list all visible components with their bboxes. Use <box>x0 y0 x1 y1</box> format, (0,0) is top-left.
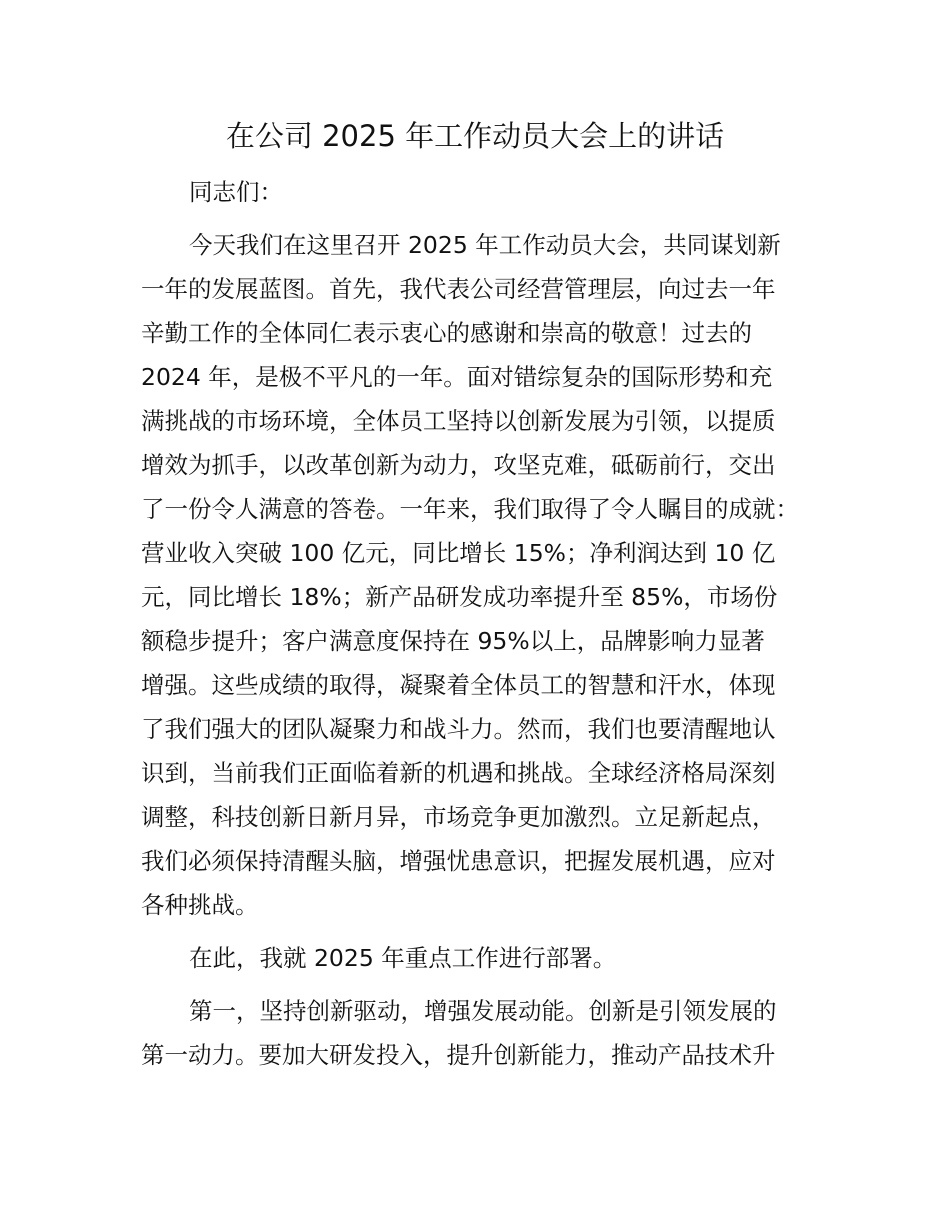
paragraph-line: 元，同比增长 18%；新产品研发成功率提升至 85%，市场份 <box>141 583 778 611</box>
paragraph-line: 增强。这些成绩的取得，凝聚着全体员工的智慧和汗水，体现 <box>141 671 776 699</box>
paragraph-line: 调整，科技创新日新月异，市场竞争更加激烈。立足新起点， <box>141 803 776 831</box>
paragraph-line: 我们必须保持清醒头脑，增强忧患意识，把握发展机遇，应对 <box>141 847 776 875</box>
paragraph-line: 增效为抓手，以改革创新为动力，攻坚克难，砥砺前行，交出 <box>141 451 776 479</box>
paragraph-line: 额稳步提升；客户满意度保持在 95%以上，品牌影响力显著 <box>141 627 765 655</box>
paragraph-line: 识到，当前我们正面临着新的机遇和挑战。全球经济格局深刻 <box>141 759 776 787</box>
paragraph-line: 一年的发展蓝图。首先，我代表公司经营管理层，向过去一年 <box>141 275 776 303</box>
paragraph-line: 第一动力。要加大研发投入，提升创新能力，推动产品技术升 <box>141 1041 776 1069</box>
paragraph-line: 了我们强大的团队凝聚力和战斗力。然而，我们也要清醒地认 <box>141 715 776 743</box>
document-title: 在公司 2025 年工作动员大会上的讲话 <box>225 119 725 153</box>
paragraph-line: 各种挑战。 <box>141 891 259 919</box>
salutation: 同志们： <box>189 178 283 206</box>
paragraph-line: 营业收入突破 100 亿元，同比增长 15%；净利润达到 10 亿 <box>141 539 776 567</box>
paragraph-line: 2024 年，是极不平凡的一年。面对错综复杂的国际形势和充 <box>141 363 773 391</box>
paragraph-line: 辛勤工作的全体同仁表示衷心的感谢和崇高的敬意！过去的 <box>141 319 752 347</box>
paragraph-line: 了一份令人满意的答卷。一年来，我们取得了令人瞩目的成就： <box>141 495 799 523</box>
paragraph-line: 在此，我就 2025 年重点工作进行部署。 <box>189 944 617 972</box>
paragraph-line: 今天我们在这里召开 2025 年工作动员大会，共同谋划新 <box>189 231 781 259</box>
paragraph-line: 第一，坚持创新驱动，增强发展动能。创新是引领发展的 <box>189 997 777 1025</box>
paragraph-line: 满挑战的市场环境，全体员工坚持以创新发展为引领，以提质 <box>141 407 776 435</box>
